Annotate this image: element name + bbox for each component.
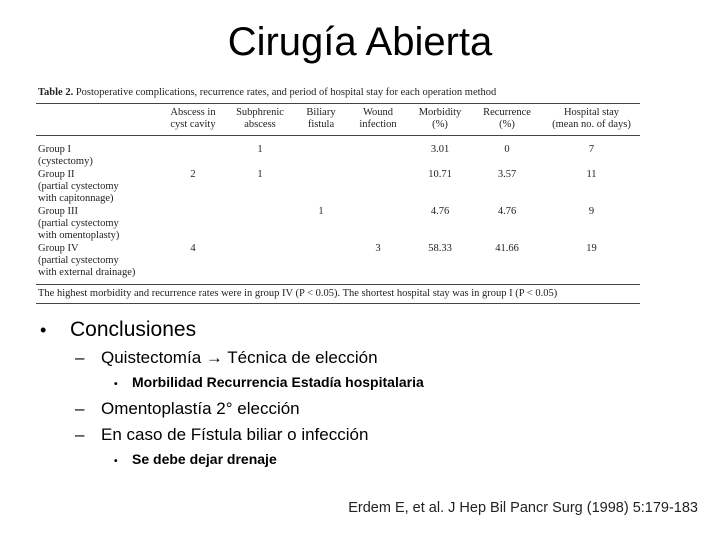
table-cell <box>347 169 409 206</box>
bullet-text: Quistectomía → Técnica de elección <box>101 348 378 367</box>
column-header: Biliary fistula <box>306 107 336 130</box>
bullet-item <box>75 348 424 374</box>
table-cell: 11 <box>586 169 597 180</box>
table-cell: 41.66 <box>495 243 519 254</box>
table-cell: 7 <box>588 144 595 155</box>
bullet-text: Omentoplastía 2° elección <box>101 399 300 418</box>
table-caption <box>36 86 640 103</box>
table-cell: 3.01 <box>430 144 450 155</box>
column-header: Subphrenic abscess <box>236 107 284 130</box>
table-cell: 4 <box>190 243 196 254</box>
complications-table-figure <box>36 86 640 304</box>
table-cell: 1 <box>257 169 263 180</box>
table-cell: 0 <box>504 144 510 155</box>
table-row <box>36 243 640 285</box>
table-cell: 9 <box>588 206 595 217</box>
column-header <box>36 104 161 136</box>
group-cell: Group III (partial cystectomy with omentoplasty) <box>38 206 120 241</box>
table-cell: 58.33 <box>428 243 452 254</box>
slide-title: Cirugía Abierta <box>227 20 493 64</box>
table-cell <box>225 206 295 243</box>
bullet-marker: • <box>114 379 118 390</box>
table-cell: 3 <box>375 243 381 254</box>
column-header: Hospital stay (mean no. of days) <box>552 107 631 130</box>
complications-table <box>36 103 640 285</box>
column-header: Recurrence (%) <box>483 107 531 130</box>
table-cell: 4.76 <box>497 206 517 217</box>
bullet-text: Morbilidad Recurrencia Estadía hospitalaria <box>132 374 424 390</box>
bullet-list <box>40 318 424 476</box>
group-cell: Group I (cystectomy) <box>38 144 93 167</box>
table-cell <box>347 136 409 170</box>
table-cell <box>161 206 225 243</box>
column-header: Abscess in cyst cavity <box>170 107 216 130</box>
table-row <box>36 206 640 243</box>
bullet-text: Se debe dejar drenaje <box>132 451 277 467</box>
table-cell: 3.57 <box>497 169 517 180</box>
table-cell <box>295 169 347 206</box>
bullet-marker: • <box>40 320 47 340</box>
bullet-item <box>75 425 424 451</box>
table-cell: 1 <box>257 144 263 155</box>
table-cell <box>347 206 409 243</box>
table-cell <box>295 136 347 170</box>
table-footnote: The highest morbidity and recurrence rates were in group IV (P < 0.05). The shortest hospital stay was in group I (P < 0.05) <box>36 287 640 304</box>
column-header: Wound infection <box>359 107 397 130</box>
bullet-item <box>40 318 424 348</box>
bullet-item <box>114 374 424 399</box>
table-cell <box>225 243 295 285</box>
table-cell: 10.71 <box>428 169 452 180</box>
bullet-item <box>114 451 424 476</box>
dash-marker: – <box>75 348 85 367</box>
column-header: Morbidity (%) <box>418 107 462 130</box>
bullet-item <box>75 399 424 425</box>
bullet-text: En caso de Fístula biliar o infección <box>101 425 369 444</box>
group-cell: Group IV (partial cystectomy with external drainage) <box>38 243 136 278</box>
dash-marker: – <box>75 425 85 444</box>
table-cell: 4.76 <box>430 206 450 217</box>
table-caption-label: Table 2. <box>38 87 74 98</box>
table-cell: 19 <box>586 243 597 254</box>
bullet-text: Conclusiones <box>70 318 197 341</box>
table-cell: 2 <box>190 169 196 180</box>
table-caption-text: Postoperative complications, recurrence rates, and period of hospital stay for each operation method <box>75 87 497 98</box>
table-row <box>36 136 640 170</box>
table-cell <box>295 243 347 285</box>
bullet-marker: • <box>114 456 118 467</box>
table-cell <box>161 136 225 170</box>
citation: Erdem E, et al. J Hep Bil Pancr Surg (1998) 5:179-183 <box>348 500 698 516</box>
table-header-row <box>36 104 640 136</box>
group-cell: Group II (partial cystectomy with capitonnage) <box>38 169 119 204</box>
table-cell: 1 <box>318 206 324 217</box>
dash-marker: – <box>75 399 85 418</box>
table-row <box>36 169 640 206</box>
